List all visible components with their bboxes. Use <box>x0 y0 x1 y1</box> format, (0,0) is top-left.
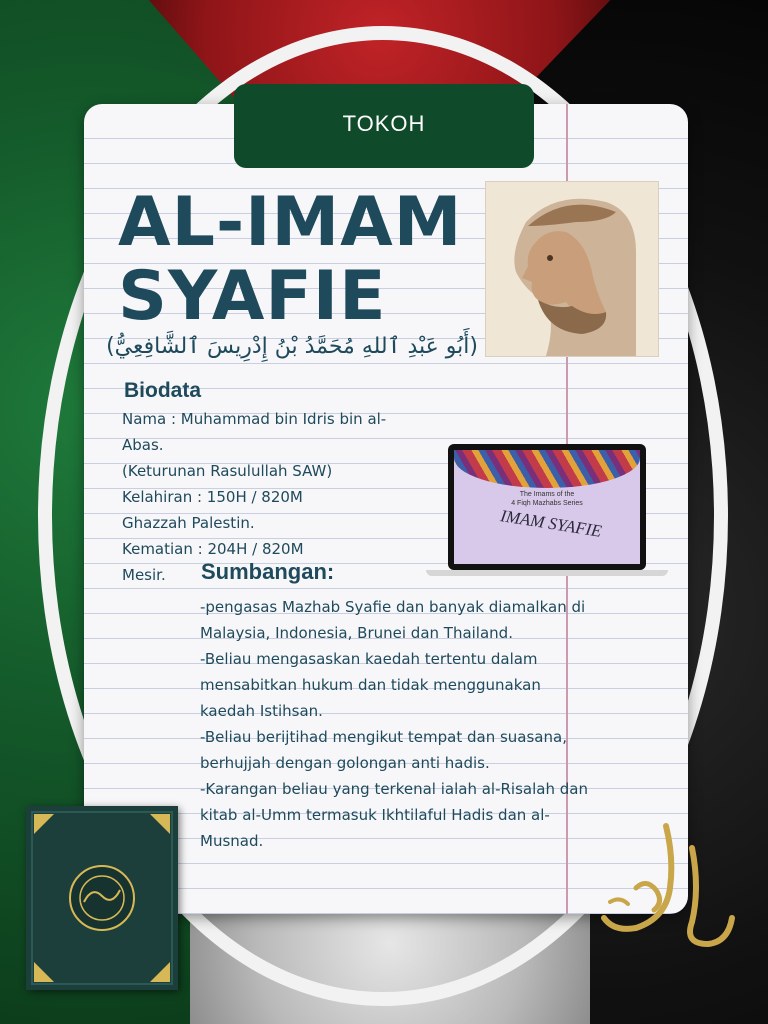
sumbangan-heading: Sumbangan: <box>201 559 335 584</box>
page-title <box>118 183 463 336</box>
alhamdulillah-calligraphy-icon <box>596 818 738 956</box>
biodata-line: Ghazzah Palestin. <box>122 514 255 532</box>
series-line-1: The Imams of the <box>519 491 575 498</box>
sumbangan-line: kitab al-Umm termasuk Ikhtilaful Hadis dan al- <box>200 806 550 824</box>
quran-book-icon <box>26 806 178 990</box>
arabic-name: (أَبُو عَبْدِ ٱللهِ مُحَمَّدُ بْنُ إِدْرِيسَ ٱلشَّافِعِيُّ) <box>106 334 478 359</box>
biodata-line: Abas. <box>122 436 164 454</box>
mosaic-pattern-icon <box>454 450 640 488</box>
quran-cover-icon <box>26 806 178 990</box>
biodata-line: Kelahiran : 150H / 820M <box>122 488 303 506</box>
biodata-line: Nama : Muhammad bin Idris bin al- <box>122 410 387 428</box>
sumbangan-line: kaedah Istihsan. <box>200 702 323 720</box>
portrait-image <box>485 181 659 357</box>
sumbangan-list <box>200 594 670 854</box>
sumbangan-line: mensabitkan hukum dan tidak menggunakan <box>200 676 541 694</box>
imam-syafie-title: IMAM SYAFIE <box>499 506 604 541</box>
series-line-2: 4 Fiqh Mazhabs Series <box>511 500 583 507</box>
calligraphy-icon <box>596 818 738 956</box>
portrait-sketch-icon <box>486 182 658 356</box>
biodata-line: Kematian : 204H / 820M <box>122 540 304 558</box>
category-tab <box>234 84 534 168</box>
sumbangan-line: -Beliau mengasaskan kaedah tertentu dalam <box>200 650 538 668</box>
laptop-screen <box>454 450 640 564</box>
sumbangan-line: -Karangan beliau yang terkenal ialah al-Risalah dan <box>200 780 588 798</box>
category-tab-label: TOKOH <box>342 111 426 136</box>
laptop-illustration <box>448 444 646 570</box>
biodata-heading: Biodata <box>124 379 202 402</box>
biodata-line: (Keturunan Rasulullah SAW) <box>122 462 333 480</box>
title-line-1: AL-IMAM <box>118 183 463 262</box>
sumbangan-line: berhujjah dengan golongan anti hadis. <box>200 754 490 772</box>
sumbangan-line: -Beliau berijtihad mengikut tempat dan suasana, <box>200 728 567 746</box>
sumbangan-line: Musnad. <box>200 832 264 850</box>
biodata-line: Mesir. <box>122 566 166 584</box>
laptop-base <box>426 570 668 576</box>
sumbangan-line: Malaysia, Indonesia, Brunei dan Thailand. <box>200 624 513 642</box>
biodata-list <box>122 406 452 562</box>
sumbangan-line: -pengasas Mazhab Syafie dan banyak diamalkan di <box>200 598 586 616</box>
title-line-2: SYAFIE <box>118 257 387 336</box>
